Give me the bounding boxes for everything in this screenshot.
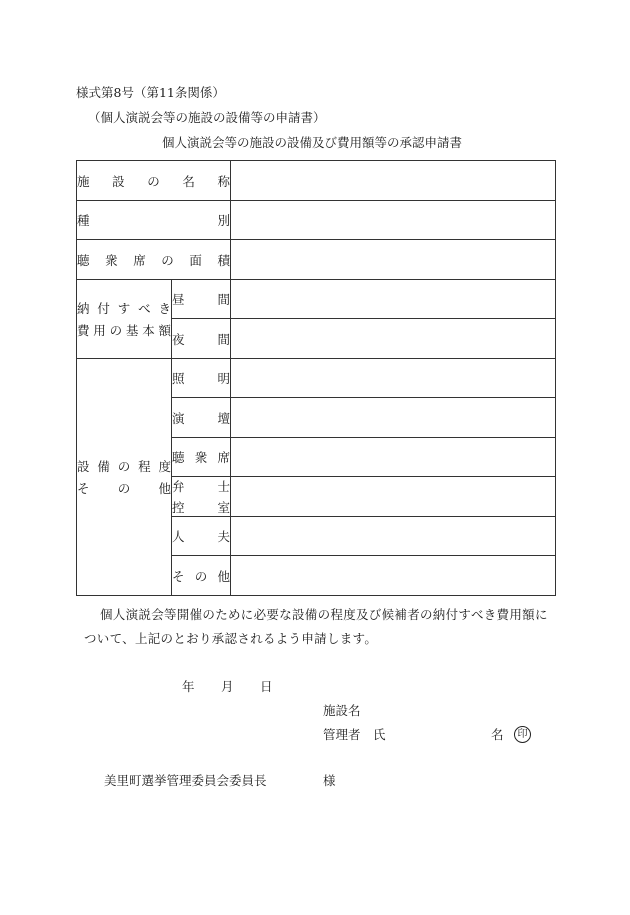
manager-name-suffix: 名 bbox=[491, 727, 504, 742]
request-text-line1: 個人演説会等開催のために必要な設備の程度及び候補者の納付すべき費用額に bbox=[100, 607, 548, 622]
row-facility-name bbox=[77, 161, 556, 201]
field-fee-night[interactable] bbox=[231, 319, 556, 359]
field-facility-name[interactable] bbox=[231, 161, 556, 201]
field-labor[interactable] bbox=[231, 517, 556, 556]
label-facility-name: 施 設 の 名 称 bbox=[77, 161, 231, 201]
label-daytime: 昼 間 bbox=[172, 280, 231, 319]
label-type: 種 別 bbox=[77, 201, 231, 240]
manager-name-label: 管理者 氏 bbox=[323, 727, 386, 742]
field-fee-daytime[interactable] bbox=[231, 280, 556, 319]
document-title: 個人演説会等の施設の設備及び費用額等の承認申請書 bbox=[162, 135, 463, 150]
label-equipment: 設 備 の 程 度 そ の 他 bbox=[77, 359, 172, 596]
label-waiting-room: 弁 士 控 室 bbox=[172, 477, 231, 517]
label-other: そ の 他 bbox=[172, 556, 231, 596]
label-audience-seats: 聴 衆 席 bbox=[172, 438, 231, 477]
row-type bbox=[77, 201, 556, 240]
label-podium: 演 壇 bbox=[172, 398, 231, 438]
document-subtitle: （個人演説会等の施設の設備等の申請書） bbox=[88, 110, 326, 125]
facility-name-label: 施設名 bbox=[323, 703, 361, 718]
date-day-label: 日 bbox=[260, 679, 273, 694]
label-seating-area: 聴 衆 席 の 面 積 bbox=[77, 240, 231, 280]
request-text-line2: ついて、上記のとおり承認されるよう申請します。 bbox=[84, 631, 378, 646]
label-basic-fee: 納 付 す べ き 費 用 の 基 本 額 bbox=[77, 280, 172, 359]
label-lighting: 照 明 bbox=[172, 359, 231, 398]
field-podium[interactable] bbox=[231, 398, 556, 438]
application-table bbox=[76, 160, 556, 596]
form-number: 様式第8号（第11条関係） bbox=[76, 85, 225, 100]
field-type[interactable] bbox=[231, 201, 556, 240]
seal-mark: 印 bbox=[514, 726, 531, 743]
field-waiting-room[interactable] bbox=[231, 477, 556, 517]
field-seating-area[interactable] bbox=[231, 240, 556, 280]
row-lighting bbox=[77, 359, 556, 398]
date-year-label: 年 bbox=[182, 679, 195, 694]
field-other[interactable] bbox=[231, 556, 556, 596]
row-seating-area bbox=[77, 240, 556, 280]
addressee: 美里町選挙管理委員会委員長 bbox=[104, 773, 267, 788]
field-audience-seats[interactable] bbox=[231, 438, 556, 477]
label-labor: 人 夫 bbox=[172, 517, 231, 556]
field-lighting[interactable] bbox=[231, 359, 556, 398]
addressee-honorific: 様 bbox=[323, 773, 336, 788]
label-night: 夜 間 bbox=[172, 319, 231, 359]
row-fee-daytime bbox=[77, 280, 556, 319]
date-month-label: 月 bbox=[221, 679, 234, 694]
